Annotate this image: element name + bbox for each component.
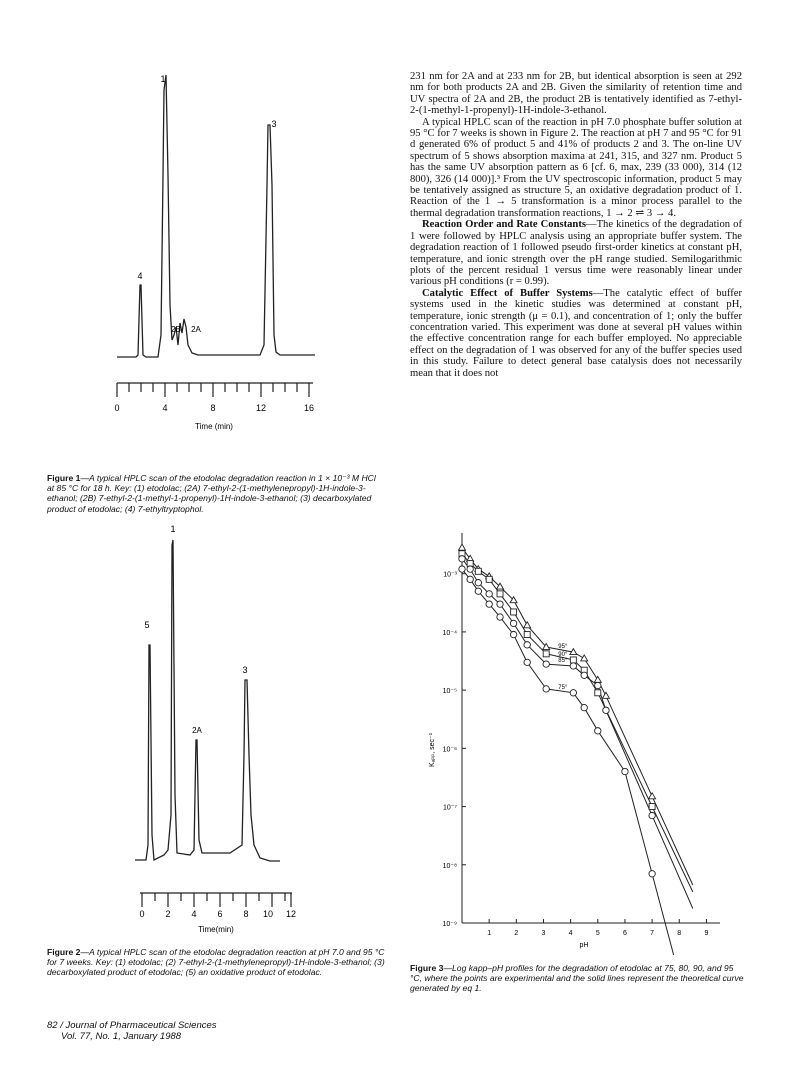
fig3-point-triangle — [602, 692, 609, 698]
fig3-point-circle — [475, 580, 481, 586]
fig1-x-tick: 16 — [303, 403, 315, 413]
fig3-point-square — [595, 690, 601, 696]
fig3-x-tick-label: 7 — [650, 930, 655, 937]
fig2-peak-2a: 2A — [192, 726, 202, 735]
fig3-point-circle — [570, 663, 576, 669]
fig3-point-circle — [510, 620, 516, 626]
fig1-peak-3: 3 — [271, 119, 277, 129]
fig3-x-tick-label: 8 — [677, 930, 682, 937]
figure-2-caption-label: Figure 2 — [47, 947, 81, 957]
paragraph — [410, 288, 742, 379]
fig3-point-circle — [467, 566, 473, 572]
fig3-x-tick-label: 6 — [622, 930, 627, 937]
fig3-point-circle — [467, 576, 473, 582]
fig3-point-circle — [595, 682, 601, 688]
fig3-point-square — [486, 576, 492, 582]
fig2-x-tick: 8 — [243, 909, 249, 919]
section-heading: Catalytic Effect of Buffer Systems — [422, 287, 593, 299]
figure-1-caption — [47, 473, 377, 514]
fig3-point-circle — [543, 686, 549, 692]
fig2-x-tick: 2 — [165, 909, 171, 919]
fig3-point-circle — [459, 566, 465, 572]
fig3-curve — [462, 548, 693, 885]
paragraph — [410, 219, 742, 287]
body-text-column — [410, 71, 742, 379]
fig3-point-circle — [649, 812, 655, 818]
fig3-point-square — [649, 804, 655, 810]
fig2-x-axis-label: Time(min) — [198, 925, 234, 934]
figure-3-caption — [410, 963, 745, 994]
fig1-peak-2a: 2A — [191, 325, 201, 334]
fig3-point-triangle — [524, 622, 531, 628]
fig3-point-triangle — [581, 655, 588, 661]
fig3-curve-label: 90° — [558, 651, 568, 658]
fig1-x-tick: 12 — [255, 403, 267, 413]
fig3-point-square — [497, 591, 503, 597]
fig3-y-tick-label: 10⁻⁵ — [442, 688, 457, 696]
fig3-y-tick-label: 10⁻⁹ — [442, 921, 457, 928]
figure-3-caption-label: Figure 3 — [410, 963, 444, 973]
fig3-y-tick-label: 10⁻⁴ — [442, 629, 457, 637]
fig3-y-tick-label: 10⁻⁸ — [442, 862, 457, 870]
fig2-x-tick: 12 — [285, 909, 297, 919]
fig3-curve-label: 95° — [558, 644, 568, 651]
figure-1-trace — [117, 75, 315, 357]
fig2-x-axis — [140, 893, 292, 907]
fig1-x-axis-label: Time (min) — [195, 422, 233, 431]
fig3-point-circle — [497, 614, 503, 620]
figure-1-chromatogram — [100, 65, 340, 445]
footer-volume: Vol. 77, No. 1, January 1988 — [61, 1031, 182, 1042]
fig3-x-tick-label: 4 — [568, 930, 573, 937]
figure-3-chart — [410, 525, 740, 955]
figure-3-caption-text: —Log kapp–pH profiles for the degradation of etodolac at 75, 80, 90, and 95 °C, where the points are experimental and the solid lines represent the theoretical curve generated by eq 1. — [410, 963, 744, 994]
paragraph-body: —The catalytic effect of buffer systems used in the kinetic studies was determined at constant pH, temperature, ionic strength (μ = 0.1), and concentration of 1; only the buffer concentration varied. This experiment was done at several pH values within the effective concentration range for each buffer employed. No appreciable effect on the degradation of 1 was observed for any of the buffer species used in this study. Failure to detect general base catalysis does not necessarily mean that it does not — [410, 287, 742, 379]
fig3-point-circle — [603, 707, 609, 713]
fig3-point-triangle — [459, 544, 466, 550]
fig2-x-tick: 6 — [217, 909, 223, 919]
figure-1-caption-text: —A typical HPLC scan of the etodolac degradation reaction in 1 × 10⁻³ M HCl at 85 °C for 18 h. Key: (1) etodolac; (2A) 7-ethyl-2-(1-methylenepropyl)-1H-indole-3-ethanol; (2B) 7-ethyl-2-(1-methyl-1-propenyl)-1H-indole-3-ethanol; (3) decarboxylated product of etodolac; (4) 7-ethyltryptophol. — [47, 473, 376, 514]
fig3-point-circle — [543, 661, 549, 667]
fig3-point-square — [524, 632, 530, 638]
fig3-point-square — [511, 609, 517, 615]
fig3-x-tick-label: 2 — [514, 930, 519, 937]
footer-journal: 82 / Journal of Pharmaceutical Sciences — [47, 1020, 217, 1031]
fig2-peak-5: 5 — [144, 620, 150, 630]
fig2-x-tick: 4 — [191, 909, 197, 919]
fig3-points — [459, 544, 656, 877]
fig1-peak-4: 4 — [137, 271, 143, 281]
fig3-point-circle — [459, 556, 465, 562]
fig3-y-tick-label: 10⁻⁶ — [442, 746, 457, 754]
figure-2-caption-text: —A typical HPLC scan of the etodolac degradation reaction at pH 7.0 and 95 °C for 7 weeks. Key: (1) etodolac; (2) 7-ethyl-2-(1-methylenepropyl)-1H-indole-3-ethanol; (3) decarboxylated product of etodolac; (5) an oxidative product of etodolac. — [47, 947, 385, 978]
fig2-peak-3: 3 — [242, 665, 248, 675]
fig1-x-axis — [117, 383, 313, 397]
fig3-point-square — [475, 568, 481, 574]
fig3-point-circle — [475, 588, 481, 594]
section-heading: Reaction Order and Rate Constants — [422, 219, 586, 231]
figure-2-chromatogram — [120, 515, 320, 935]
figure-2-trace — [135, 540, 280, 861]
fig3-curve — [462, 569, 693, 955]
fig3-x-tick-label: 1 — [487, 930, 492, 937]
fig3-point-square — [543, 651, 549, 657]
fig3-point-triangle — [649, 793, 656, 799]
fig3-point-circle — [595, 728, 601, 734]
fig3-point-circle — [649, 871, 655, 877]
fig3-point-circle — [581, 672, 587, 678]
fig3-y-axis-label: Kₐₚₚ, sec⁻¹ — [429, 732, 436, 768]
page-footer — [47, 1020, 217, 1042]
fig3-y-tick-label: 10⁻³ — [443, 571, 457, 579]
fig3-point-circle — [570, 690, 576, 696]
fig1-peak-2b: 2B — [171, 325, 181, 334]
fig3-point-circle — [486, 601, 492, 607]
fig1-x-tick: 8 — [210, 403, 216, 413]
fig3-point-circle — [524, 642, 530, 648]
fig1-peak-1: 1 — [160, 74, 166, 84]
fig3-point-circle — [622, 768, 628, 774]
fig3-point-circle — [524, 659, 530, 665]
figure-1-caption-label: Figure 1 — [47, 473, 81, 483]
figure-2-caption — [47, 947, 387, 978]
fig2-x-tick: 0 — [139, 909, 145, 919]
fig3-curve-label: 75° — [558, 684, 568, 691]
fig2-x-tick: 10 — [262, 909, 274, 919]
fig2-peak-1: 1 — [170, 524, 176, 534]
fig3-point-circle — [486, 591, 492, 597]
paragraph: A typical HPLC scan of the reaction in pH 7.0 phosphate buffer solution at 95 °C for 7 weeks is shown in Figure 2. The reaction at pH 7 and 95 °C for 91 d generated 6% of product 5 and 41% of products 2 and 3. The on-line UV spectrum of 5 shows absorption maxima at 241, 315, and 327 nm. Product 5 has the same UV absorption pattern as 6 [cf. 6, max, 239 (33 000), 314 (12 800), 326 (14 000)].³ From the UV spectroscopic information, product 5 may be tentatively assigned as structure 5, an oxidative degradation product of 1. Reaction of the 1 → 5 transformation is a minor process parallel to the thermal degradation transformation reactions, 1 → 2 ⇌ 3 → 4. — [410, 116, 742, 219]
fig3-x-axis-label: pH — [579, 942, 589, 949]
paragraph-body: —The kinetics of the degradation of 1 were followed by HPLC analysis using an appropriate buffer system. The degradation reaction of 1 followed pseudo first-order kinetics at constant pH, temperature, and ionic strength over the pH range studied. Semilogarithmic plots of the percent residual 1 versus time were reasonably linear under various pH conditions (r = 0.99). — [410, 219, 742, 288]
fig3-point-triangle — [594, 676, 601, 682]
fig3-curve-label: 85° — [558, 657, 568, 664]
fig3-curves — [462, 548, 693, 955]
fig3-point-circle — [497, 601, 503, 607]
fig1-x-tick: 4 — [162, 403, 168, 413]
fig3-point-circle — [510, 631, 516, 637]
paragraph: 231 nm for 2A and at 233 nm for 2B, but identical absorption is seen at 292 nm for both products 2A and 2B. Given the similarity of retention time and UV spectra of 2A and 2B, the product 2B is tentatively identified as 7-ethyl-2-(1-methyl-1-propenyl)-1H-indole-3-ethanol. — [410, 71, 742, 117]
fig1-x-tick: 0 — [114, 403, 120, 413]
fig3-x-tick-label: 9 — [704, 930, 709, 937]
fig3-point-circle — [581, 704, 587, 710]
fig3-tick-labels — [443, 572, 709, 937]
fig3-x-tick-label: 3 — [541, 930, 546, 937]
fig3-point-square — [570, 657, 576, 663]
fig3-curve — [462, 559, 693, 909]
fig3-x-tick-label: 5 — [595, 930, 600, 937]
fig3-y-tick-label: 10⁻⁷ — [442, 804, 457, 812]
